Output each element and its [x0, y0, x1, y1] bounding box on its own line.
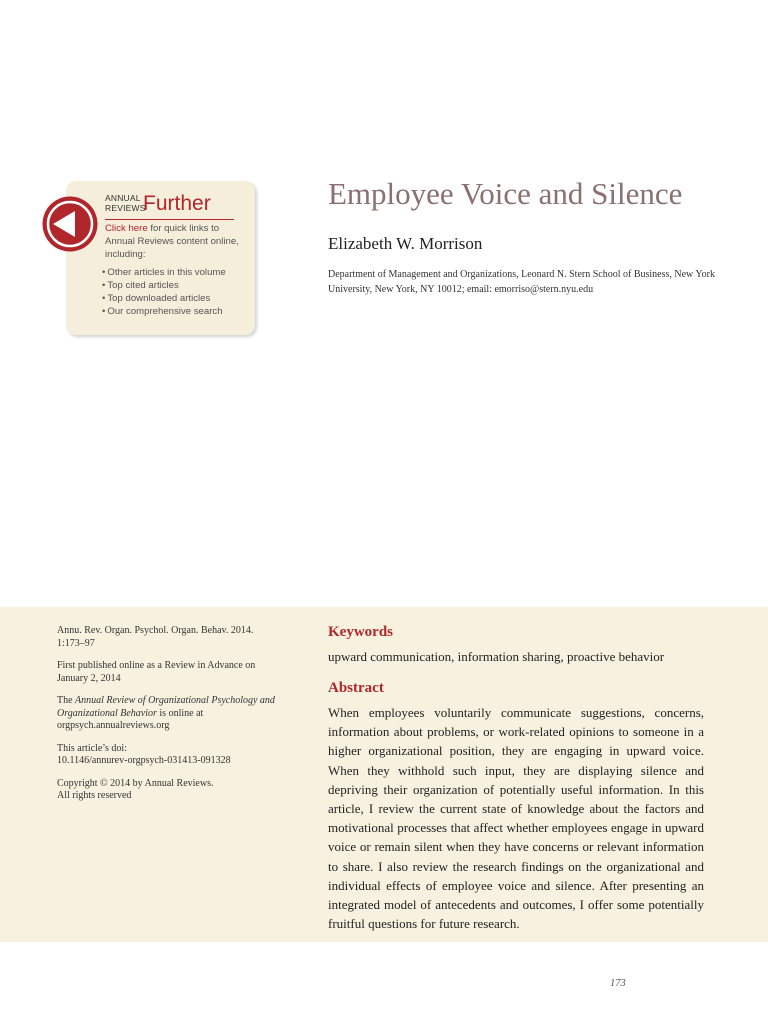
first-published: First published online as a Review in Advance on January 2, 2014 [57, 660, 256, 684]
doi-block: This article’s doi: 10.1146/annurev-orgpsych-031413-091328 [57, 742, 231, 766]
keywords-heading: Keywords [328, 624, 393, 640]
page-number: 173 [610, 978, 626, 989]
keywords-text: upward communication, information sharing, proactive behavior [328, 649, 665, 664]
article-title: Employee Voice and Silence [328, 176, 683, 211]
further-link-item[interactable]: • Our comprehensive search [102, 305, 226, 318]
annual-reviews-label: ANNUAL REVIEWS [105, 193, 146, 213]
doi-value[interactable]: 10.1146/annurev-orgpsych-031413-091328 [57, 755, 231, 766]
citation-column [57, 625, 282, 813]
abstract-heading: Abstract [328, 680, 384, 696]
further-link-item[interactable]: • Top downloaded articles [102, 292, 226, 305]
journal-reference: Annu. Rev. Organ. Psychol. Organ. Behav. 2014. 1:173–97 [57, 625, 254, 649]
further-word: Further [143, 192, 211, 215]
further-link-item[interactable]: • Other articles in this volume [102, 266, 226, 279]
journal-online-note: The Annual Review of Organizational Psychology and Organizational Behavior is online at orgpsych.annualreviews.org [57, 695, 275, 731]
further-links-list [102, 266, 226, 318]
author-affiliation: Department of Management and Organizations, Leonard N. Stern School of Business, New York University, New York, NY 10012; email: emorriso@stern.nyu.edu [328, 269, 715, 295]
copyright-block: Copyright © 2014 by Annual Reviews. All rights reserved [57, 777, 214, 801]
click-here-link[interactable]: Click here [105, 223, 148, 234]
further-intro: Click here for quick links to Annual Reviews content online, including: [105, 223, 239, 260]
further-divider [105, 219, 234, 220]
abstract-text: When employees voluntarily communicate suggestions, concerns, information about problems, or work-related opinions to someone in a higher organizational position, they are engaging in upward voice. When they withhold such input, they are displaying silence and depriving their organization of potentially useful information. In this article, I review the current state of knowledge about the factors and motivational processes that affect whether employees engage in upward voice or remain silent when they have concerns or relevant information to share. I also review the research findings on the organizational and individual effects of employee voice and silence. After presenting an integrated model of antecedents and outcomes, I offer some potentially fruitful questions for future research. [328, 705, 704, 932]
author-name: Elizabeth W. Morrison [328, 234, 483, 253]
further-link-item[interactable]: • Top cited articles [102, 279, 226, 292]
left-arrow-circle-icon[interactable] [41, 195, 99, 253]
